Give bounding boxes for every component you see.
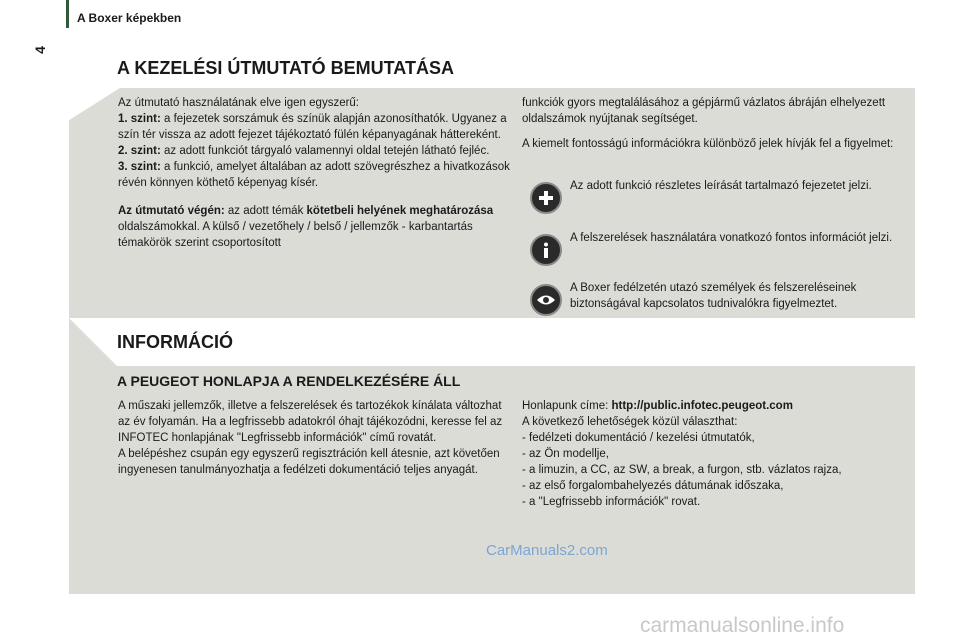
level1-paragraph — [118, 111, 510, 143]
info-left-column — [118, 398, 516, 478]
level3-label: 3. szint: — [118, 161, 161, 173]
legend-row-plus — [530, 182, 910, 214]
website-url[interactable]: http://public.infotec.peugeot.com — [611, 400, 793, 412]
info-paragraph-1: A műszaki jellemzők, illetve a felszerelések és tartozékok kínálata változhat az év folyamán. Ha a legfrissebb adatokról óhajt tájékozódni, keresse fel az INFOTEC honlapjának "Legfrissebb információk" című rovatát. — [118, 400, 503, 444]
level1-label: 1. szint: — [118, 113, 161, 125]
eye-icon-description: A Boxer fedélzetén utazó személyek és felszereléseinek biztonságával kapcsolatos tudnivalókra figyelmeztet. — [570, 282, 857, 310]
info-right-column — [522, 398, 914, 510]
info-paragraph-2: A belépéshez csupán egy egyszerű regisztráción kell átesnie, azt követően ingyenesen tanulmányozhatja a fedélzeti dokumentáció teljes anyagát. — [118, 448, 500, 476]
website-line — [522, 398, 914, 414]
end-text-1: az adott témák — [224, 205, 307, 217]
plus-icon-description: Az adott funkció részletes leírását tartalmazó fejezetet jelzi. — [570, 180, 872, 192]
level3-paragraph — [118, 159, 510, 191]
intro-title: A KEZELÉSI ÚTMUTATÓ BEMUTATÁSA — [117, 58, 454, 78]
info-icon — [530, 234, 562, 266]
section-header: A Boxer képekben — [77, 11, 182, 25]
level1-text: a fejezetek sorszámuk és színük alapján azonosíthatók. Ugyanez a szín tér vissza az adott fejezet tájékoztató fülén képanyagának háttereként. — [118, 113, 507, 141]
option-item: - az első forgalombahelyezés dátumának időszaka, — [522, 480, 784, 492]
info-subtitle: A PEUGEOT HONLAPJA A RENDELKEZÉSÉRE ÁLL — [117, 373, 461, 389]
footer-watermark: carmanualsonline.info — [640, 614, 845, 637]
intro-left-column — [118, 95, 510, 251]
intro-right-paragraph-2: A kiemelt fontosságú információkra különböző jelek hívják fel a figyelmet: — [522, 138, 894, 150]
panel-divider-wedge — [69, 318, 117, 366]
end-label: Az útmutató végén: — [118, 205, 225, 217]
end-bold: kötetbeli helyének meghatározása — [306, 205, 494, 217]
level2-text: az adott funkciót tárgyaló valamennyi oldal tetején látható fejléc. — [160, 145, 490, 157]
level2-label: 2. szint: — [118, 145, 161, 157]
carmanuals-watermark: CarManuals2.com — [486, 542, 608, 559]
end-paragraph — [118, 203, 510, 251]
level2-paragraph — [118, 143, 510, 159]
legend-row-info — [530, 234, 910, 266]
option-item: - a "Legfrissebb információk" rovat. — [522, 496, 701, 508]
option-item: - az Ön modellje, — [522, 448, 609, 460]
website-label: Honlapunk címe: — [522, 400, 612, 412]
level3-text: a funkció, amelyet általában az adott szövegrészhez a hivatkozások révén könnyen köthető képenyag kísér. — [118, 161, 510, 189]
intro-paragraph: Az útmutató használatának elve igen egyszerű: — [118, 97, 360, 109]
end-text-2: oldalszámokkal. A külső / vezetőhely / belső / jellemzők - karbantartás témakörök szerint csoportosított — [118, 221, 473, 249]
option-item: - fedélzeti dokumentáció / kezelési útmutatók, — [522, 432, 755, 444]
info-title: INFORMÁCIÓ — [117, 332, 233, 352]
info-icon-description: A felszerelések használatára vonatkozó fontos információt jelzi. — [570, 232, 893, 244]
options-intro: A következő lehetőségek közül választhat: — [522, 416, 738, 428]
option-item: - a limuzin, a CC, az SW, a break, a furgon, stb. vázlatos rajza, — [522, 464, 842, 476]
header-accent-bar — [66, 0, 69, 28]
legend-row-eye — [530, 284, 910, 316]
page-number: 4 — [31, 46, 48, 54]
intro-right-paragraph-1: funkciók gyors megtalálásához a gépjármű vázlatos ábráján elhelyezett oldalszámok nyújtanak segítséget. — [522, 97, 886, 125]
intro-right-column — [522, 95, 912, 152]
eye-icon — [530, 284, 562, 316]
plus-icon — [530, 182, 562, 214]
